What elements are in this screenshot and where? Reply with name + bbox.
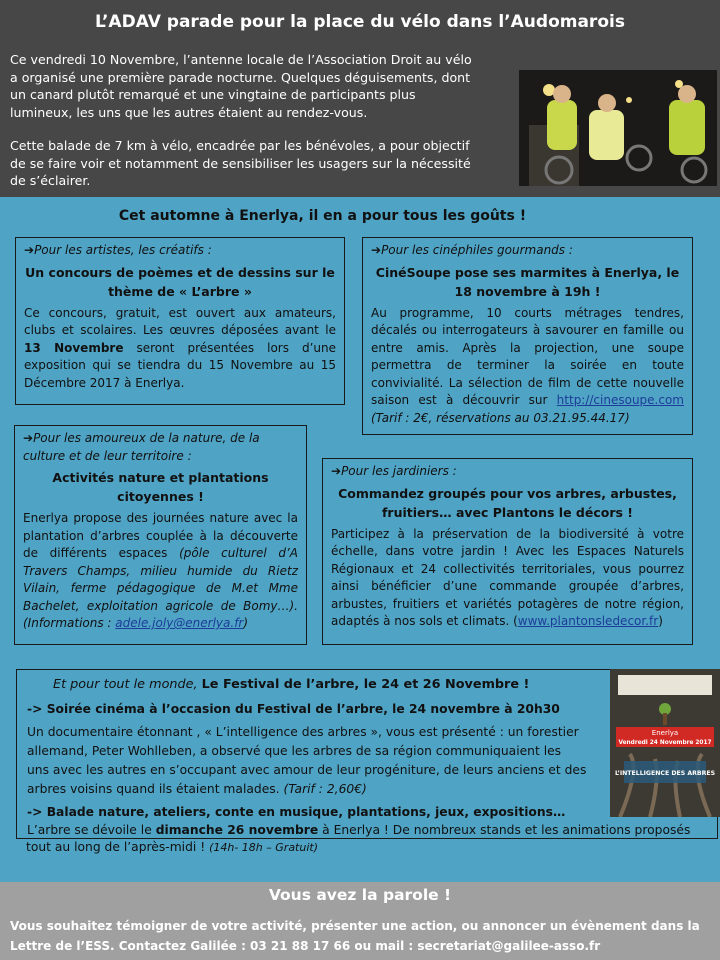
intro-text: Pour les amoureux de la nature, de la culture et de leur territoire : — [23, 431, 260, 463]
festival-title-line — [53, 676, 529, 694]
doc-line-2: allemand, Peter Wohlleben, a observé que les arbres de sa région communiquaient les — [27, 744, 562, 758]
film-poster — [610, 669, 720, 817]
footer-text — [10, 916, 714, 956]
doc-line-3: uns avec les autres en s’occupant avec amour de leur progéniture, de leurs anciens et des — [27, 763, 587, 777]
text-line: de s’éclairer. — [10, 173, 91, 188]
doc-line-4 — [27, 780, 367, 798]
arbre-hours: (14h- 18h – Gratuit) — [209, 841, 318, 854]
intro-text: Pour les jardiniers : — [341, 464, 457, 478]
footer-line-1: Vous souhaitez témoigner de votre activité, présenter une action, ou annoncer un évènement dans la — [10, 919, 700, 933]
body-text: L’arbre se dévoile le — [27, 823, 152, 837]
email-link[interactable]: adele.joly@enerlya.fr — [115, 616, 244, 630]
cinephiles-text — [371, 305, 684, 428]
poster-date: Vendredi 24 Novembre 2017 — [618, 740, 712, 746]
nature-box — [14, 425, 307, 645]
article-paragraph-2 — [10, 137, 488, 190]
cinephiles-heading: CinéSoupe pose ses marmites à Enerlya, le 18 novembre à 19h ! — [375, 264, 680, 299]
arrow-icon: ➔ — [24, 243, 35, 257]
arbre-line-1 — [27, 821, 690, 839]
arbre-date: dimanche 26 novembre — [155, 823, 319, 837]
gardeners-intro — [331, 463, 684, 481]
text-line: un canard plutôt remarqué et une vingtaine de participants plus — [10, 87, 416, 102]
arbre-line-2 — [26, 838, 318, 857]
deadline-date: 13 Novembre — [24, 340, 124, 355]
artists-intro — [24, 242, 336, 260]
text-line: lumineux, les uns que les autres étaient au rendez-vous. — [10, 104, 368, 120]
text-line: Ce vendredi 10 Novembre, l’antenne locale de l’Association Droit au vélo — [10, 52, 472, 67]
bike-parade-photo — [519, 70, 717, 186]
body-text: arbres voisins quand ils étaient malades. — [27, 782, 280, 796]
poster-venue: Enerlya — [651, 729, 679, 737]
balade-line: -> Balade nature, ateliers, conte en musique, plantations, jeux, expositions… — [27, 805, 566, 819]
body-text: à Enerlya ! De nombreux stands et les animations proposés — [322, 823, 691, 837]
body-text: Participez à la préservation de la biodiversité à votre échelle, dans votre jardin ! Avec les Espaces Naturels Régionaux et 24 collectivités territoriales, vous pourrez ainsi bénéficier d’une commande groupée d’arbres, arbustes, fruitiers et variétés potagères de notre région, adaptés à nos sols et climats. ( — [331, 526, 684, 628]
price-info: (Tarif : 2€, réservations au 03.21.95.44.17) — [371, 410, 630, 425]
article-paragraph-1 — [10, 51, 488, 121]
poster-title: L’INTELLIGENCE DES ARBRES — [614, 770, 716, 777]
body-text: Ce concours, gratuit, est ouvert aux amateurs, clubs et scolaires. Les œuvres déposées avant le — [24, 305, 336, 337]
body-text: seront présentées lors d’une exposition qui se tiendra du 15 Novembre au 15 Décembre 2017 à Enerlya. — [24, 340, 337, 390]
text-close: ) — [658, 614, 663, 628]
text-line: a organisé une première parade nocturne. Quelques déguisements, dont — [10, 69, 471, 85]
cinesoupe-link[interactable]: http://cinesoupe.com — [556, 393, 684, 407]
gardeners-heading: Commandez groupés pour vos arbres, arbustes, fruitiers… avec Plantons le décors ! — [338, 485, 677, 520]
arrow-icon: ➔ — [331, 464, 342, 478]
body-text: tout au long de l’après-midi ! — [26, 840, 206, 854]
nature-text — [23, 510, 298, 633]
doc-line-1: Un documentaire étonnant , « L’intelligence des arbres », vous est présenté : un forestier — [27, 725, 579, 739]
article-title: L’ADAV parade pour la place du vélo dans l’Audomarois — [95, 12, 625, 32]
nature-heading: Activités nature et plantations citoyennes ! — [52, 470, 269, 504]
doc-price: (Tarif : 2,60€) — [283, 782, 367, 796]
footer-line-2: Lettre de l’ESS. Contactez Galilée : 03 21 88 17 66 ou mail : secretariat@galilee-asso.fr — [10, 939, 601, 953]
artists-text — [24, 305, 336, 393]
arrow-icon: ➔ — [371, 243, 382, 257]
artists-heading: Un concours de poèmes et de dessins sur le thème de « L’arbre » — [25, 264, 335, 299]
places-list: (pôle culturel d’A Travers Champs, milieu humide du Rietz Vilain, ferme pédagogique de M.et Mme Bachelet, exploitation agricole de Bomy…). — [23, 546, 298, 613]
cinephiles-box — [362, 237, 693, 435]
section-title: Cet automne à Enerlya, il en a pour tous les goûts ! — [118, 208, 527, 224]
plantons-link[interactable]: www.plantonsledecor.fr — [517, 614, 659, 628]
festival-title: Le Festival de l’arbre, le 24 et 26 Novembre ! — [201, 677, 530, 692]
text-line: Cette balade de 7 km à vélo, encadrée par les bénévoles, a pour objectif — [10, 138, 470, 153]
text-line: de se faire voir et notamment de sensibiliser les usagers sur la nécessité — [10, 155, 471, 171]
arrow-icon: ➔ — [23, 431, 34, 445]
info-close: ) — [243, 616, 249, 630]
intro-text: Pour les artistes, les créatifs : — [34, 243, 212, 257]
cinephiles-intro — [371, 242, 684, 260]
body-text: Au programme, 10 courts métrages tendres, décalés ou interrogateurs à savourer en famille ou entre amis. Après la projection, une soupe permettra de terminer la soirée en toute convivialité. La sélection de film de cette nouvelle saison est à découvrir sur — [371, 305, 684, 407]
nature-intro — [23, 430, 298, 465]
info-label: (Informations : — [23, 616, 112, 630]
festival-intro: Et pour tout le monde, — [53, 677, 198, 692]
body-text: Enerlya propose des journées nature avec la plantation d’arbres couplée à la découverte de différents espaces — [23, 511, 298, 560]
intro-text: Pour les cinéphiles gourmands : — [381, 243, 573, 257]
soiree-line: -> Soirée cinéma à l’occasion du Festival de l’arbre, le 24 novembre à 20h30 — [27, 702, 560, 716]
footer-title: Vous avez la parole ! — [268, 886, 452, 904]
gardeners-box — [322, 458, 693, 645]
gardeners-text — [331, 526, 684, 631]
footer-section — [0, 882, 720, 960]
header-section — [0, 0, 720, 197]
artists-box — [15, 237, 345, 405]
